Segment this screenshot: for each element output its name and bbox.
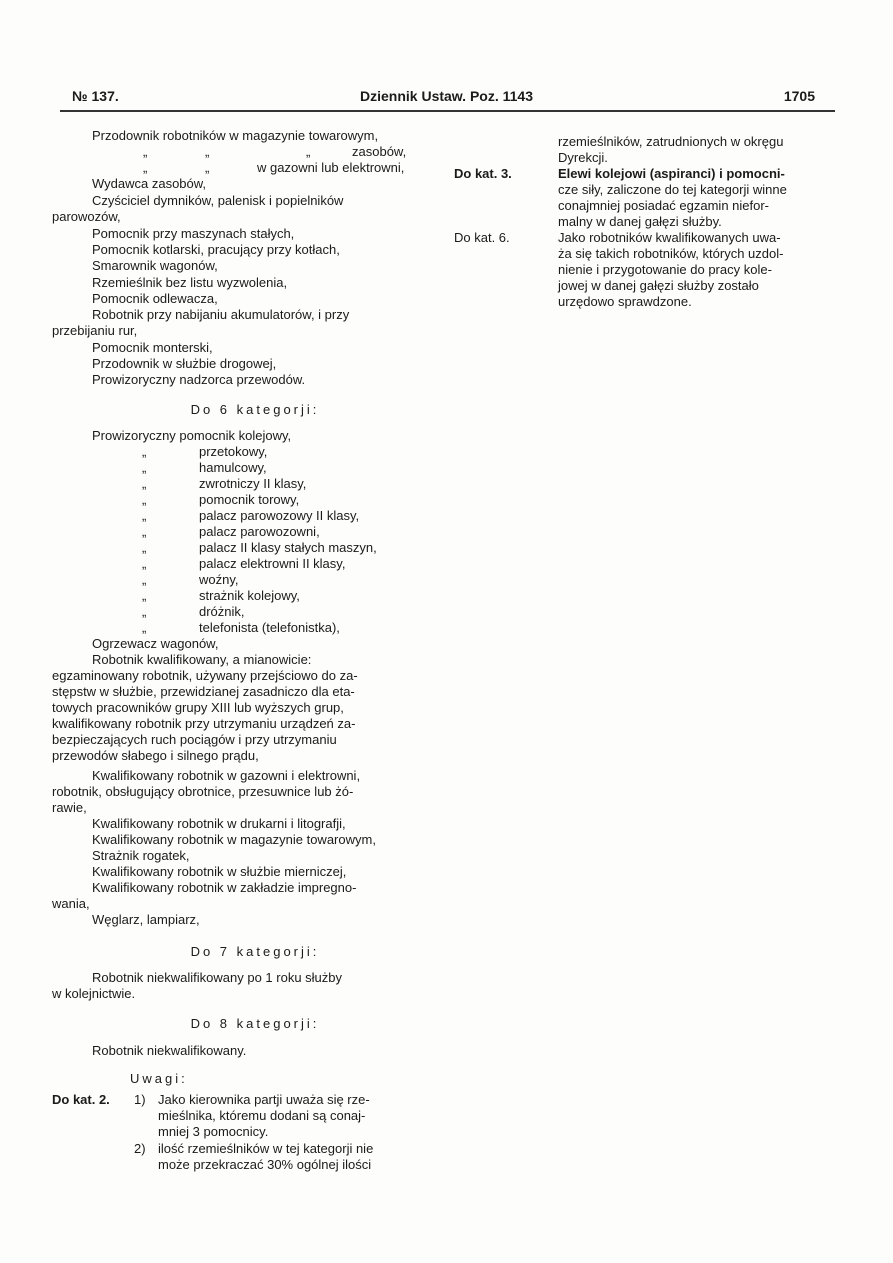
text-line: cze siły, zaliczone do tej kategorji winne [558, 182, 787, 197]
note-number: 1) [134, 1092, 146, 1107]
note-number: 2) [134, 1141, 146, 1156]
text-line: Czyściciel dymników, palenisk i popielników [92, 193, 344, 208]
text-line: mieślnika, któremu dodani są conaj- [158, 1108, 366, 1123]
text-line: robotnik, obsługujący obrotnice, przesuwnice lub żó- [52, 784, 354, 799]
text-line: towych pracowników grupy XIII lub wyższych grup, [52, 700, 344, 715]
text-line: Kwalifikowany robotnik w służbie mierniczej, [92, 864, 347, 879]
text-line: Ogrzewacz wagonów, [92, 636, 219, 651]
text-line: Pomocnik odlewacza, [92, 291, 218, 306]
ditto-mark: „ [142, 508, 147, 523]
text-line: Prowizoryczny pomocnik kolejowy, [92, 428, 292, 443]
text-line: ilość rzemieślników w tej kategorji nie [158, 1141, 374, 1156]
section-heading: Do 6 kategorji: [190, 402, 320, 417]
text-line: jowej w danej gałęzi służby zostało [558, 278, 759, 293]
journal-title: Dziennik Ustaw. Poz. 1143 [360, 88, 533, 104]
section-heading: Do 7 kategorji: [190, 944, 320, 959]
ditto-mark: „ [142, 572, 147, 587]
text-line: urzędowo sprawdzone. [558, 294, 692, 309]
text-line: Robotnik kwalifikowany, a mianowicie: [92, 652, 312, 667]
text-line: Strażnik rogatek, [92, 848, 190, 863]
section-heading: Do 8 kategorji: [190, 1016, 320, 1031]
ditto-mark: „ [142, 492, 147, 507]
category-reference: Do kat. 3. [454, 166, 512, 181]
text-line: zwrotniczy II klasy, [199, 476, 307, 491]
text-line: telefonista (telefonistka), [199, 620, 340, 635]
ditto-mark: „ [142, 460, 147, 475]
ditto-mark: „ [142, 540, 147, 555]
text-line: Jako robotników kwalifikowanych uwa- [558, 230, 781, 245]
text-line: w kolejnictwie. [52, 986, 136, 1001]
text-line: przewodów słabego i silnego prądu, [52, 748, 259, 763]
text-line: malny w danej gałęzi służby. [558, 214, 722, 229]
text-line: Wydawca zasobów, [92, 176, 207, 191]
text-line: palacz elektrowni II klasy, [199, 556, 346, 571]
text-line: Węglarz, lampiarz, [92, 912, 200, 927]
text-line: Przodownik robotników w magazynie towarowym, [92, 128, 379, 143]
text-line: dróżnik, [199, 604, 245, 619]
ditto-mark: „ [143, 160, 148, 175]
text-line: Jako kierownika partji uważa się rze- [158, 1092, 370, 1107]
ditto-mark: „ [142, 588, 147, 603]
ditto-mark: „ [205, 160, 210, 175]
ditto-mark: „ [142, 604, 147, 619]
text-line: Pomocnik kotlarski, pracujący przy kotłach, [92, 242, 340, 257]
text-line: bezpieczających ruch pociągów i przy utrzymaniu [52, 732, 337, 747]
ditto-mark: „ [142, 524, 147, 539]
ditto-mark: „ [142, 620, 147, 635]
text-line: Kwalifikowany robotnik w gazowni i elektrowni, [92, 768, 361, 783]
ditto-mark: „ [142, 556, 147, 571]
text-line: pomocnik torowy, [199, 492, 300, 507]
category-reference: Do kat. 6. [454, 230, 510, 245]
category-reference: Do kat. 2. [52, 1092, 110, 1107]
text-line: Kwalifikowany robotnik w zakładzie impregno- [92, 880, 357, 895]
ditto-mark: „ [142, 476, 147, 491]
text-line: woźny, [199, 572, 239, 587]
ditto-mark: „ [143, 144, 148, 159]
ditto-mark: „ [142, 444, 147, 459]
ditto-mark: „ [306, 144, 311, 159]
text-line: mniej 3 pomocnicy. [158, 1124, 269, 1139]
text-line: w gazowni lub elektrowni, [257, 160, 405, 175]
text-line: Pomocnik monterski, [92, 340, 213, 355]
text-line: Robotnik niekwalifikowany po 1 roku służby [92, 970, 343, 985]
text-line: palacz II klasy stałych maszyn, [199, 540, 377, 555]
text-line: parowozów, [52, 209, 121, 224]
text-line: Rzemieślnik bez listu wyzwolenia, [92, 275, 288, 290]
text-line: egzaminowany robotnik, używany przejściowo do za- [52, 668, 358, 683]
text-line: Pomocnik przy maszynach stałych, [92, 226, 295, 241]
text-line: Kwalifikowany robotnik w drukarni i litografji, [92, 816, 346, 831]
text-line: Robotnik przy nabijaniu akumulatorów, i przy [92, 307, 350, 322]
text-line: przetokowy, [199, 444, 268, 459]
text-line: kwalifikowany robotnik przy utrzymaniu urządzeń za- [52, 716, 356, 731]
text-line: wania, [52, 896, 90, 911]
text-line: Robotnik niekwalifikowany. [92, 1043, 247, 1058]
text-line: Prowizoryczny nadzorca przewodów. [92, 372, 306, 387]
text-line: ża się takich robotników, których uzdol- [558, 246, 784, 261]
text-line: rzemieślników, zatrudnionych w okręgu [558, 134, 784, 149]
remarks-heading: Uwagi: [130, 1071, 188, 1086]
text-line: może przekraczać 30% ogólnej ilości [158, 1157, 372, 1172]
text-line: stępstw w służbie, przewidzianej zasadniczo dla eta- [52, 684, 355, 699]
text-line: zasobów, [352, 144, 407, 159]
text-line: przebijaniu rur, [52, 323, 138, 338]
text-line: strażnik kolejowy, [199, 588, 300, 603]
text-line: Przodownik w służbie drogowej, [92, 356, 277, 371]
text-line: palacz parowozowy II klasy, [199, 508, 360, 523]
text-line: rawie, [52, 800, 87, 815]
text-line: palacz parowozowni, [199, 524, 320, 539]
header-rule [60, 110, 835, 112]
ditto-mark: „ [205, 144, 210, 159]
page-number: 1705 [783, 88, 815, 104]
text-line: Smarownik wagonów, [92, 258, 218, 273]
text-line: nienie i przygotowanie do pracy kole- [558, 262, 772, 277]
text-line: Kwalifikowany robotnik w magazynie towarowym, [92, 832, 376, 847]
text-line: Elewi kolejowi (aspiranci) i pomocni- [558, 166, 785, 181]
text-line: hamulcowy, [199, 460, 267, 475]
issue-number: № 137. [72, 88, 119, 104]
text-line: Dyrekcji. [558, 150, 608, 165]
text-line: conajmniej posiadać egzamin niefor- [558, 198, 770, 213]
